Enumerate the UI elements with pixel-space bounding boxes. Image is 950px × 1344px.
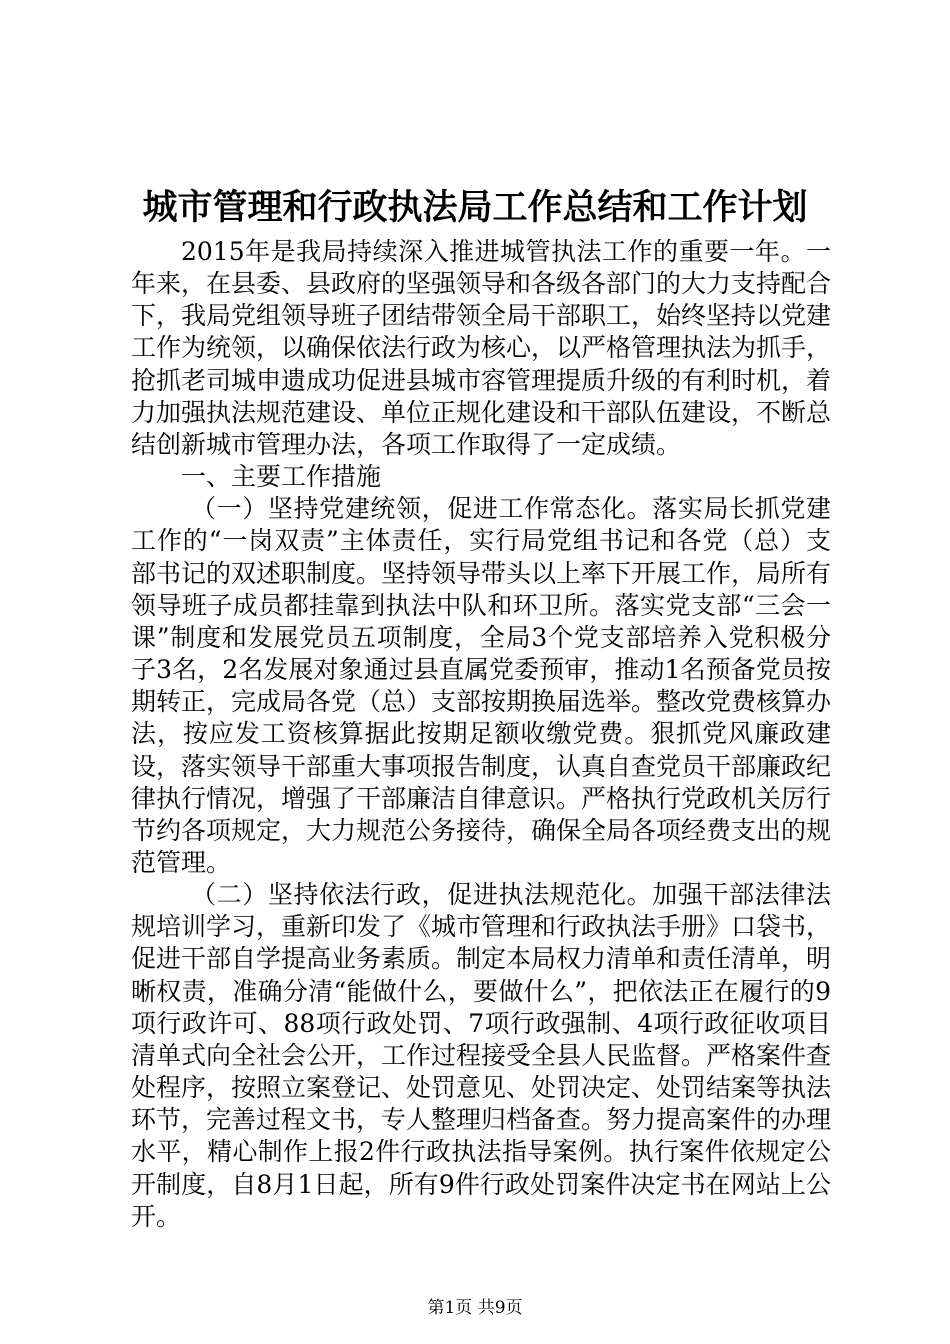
document-title: 城市管理和行政执法局工作总结和工作计划 (142, 187, 808, 228)
subsection-paragraph-law-administration: （二）坚持依法行政，促进执法规范化。加强干部法律法规培训学习，重新印发了《城市管理和行政执法手册》口袋书，促进干部自学提高业务素质。制定本局权力清单和责任清单，明晰权责，准确分清“能做什么，要做什么”，把依法正在履行的9项行政许可、88项行政处罚、7项行政强制、4项行政征收项目清单式向全社会公开，工作过程接受全县人民监督。严格案件查处程序，按照立案登记、处罚意见、处罚决定、处罚结案等执法环节，完善过程文书，专人整理归档备查。努力提高案件的办理水平，精心制作上报2件行政执法指导案例。执行案件依规定公开制度，自8月1日起，所有9件行政处罚案件决定书在网站上公开。 (131, 880, 832, 1231)
document-body (131, 236, 831, 1233)
page-number-footer: 第1页 共9页 (427, 1298, 523, 1318)
intro-paragraph: 2015年是我局持续深入推进城管执法工作的重要一年。一年来，在县委、县政府的坚强领导和各级各部门的大力支持配合下，我局党组领导班子团结带领全局干部职工，始终坚持以党建工作为统领，以确保依法行政为核心，以严格管理执法为抓手，抢抓老司城申遗成功促进县城市容管理提质升级的有利时机，着力加强执法规范建设、单位正规化建设和干部队伍建设，不断总结创新城市管理办法，各项工作取得了一定成绩。 (131, 237, 832, 459)
subsection-paragraph-party-building: （一）坚持党建统领，促进工作常态化。落实局长抓党建工作的“一岗双责”主体责任，实行局党组书记和各党（总）支部书记的双述职制度。坚持领导带头以上率下开展工作，局所有领导班子成员都挂靠到执法中队和环卫所。落实党支部“三会一课”制度和发展党员五项制度，全局3个党支部培养入党积极分子3名，2名发展对象通过县直属党委预审，推动1名预备党员按期转正，完成局各党（总）支部按期换届选举。整改党费核算办法，按应发工资核算据此按期足额收缴党费。狠抓党风廉政建设，落实领导干部重大事项报告制度，认真自查党员干部廉政纪律执行情况，增强了干部廉洁自律意识。严格执行党政机关厉行节约各项规定，大力规范公务接待，确保全局各项经费支出的规范管理。 (131, 494, 832, 877)
section-heading-main-measures: 一、主要工作措施 (181, 462, 382, 492)
